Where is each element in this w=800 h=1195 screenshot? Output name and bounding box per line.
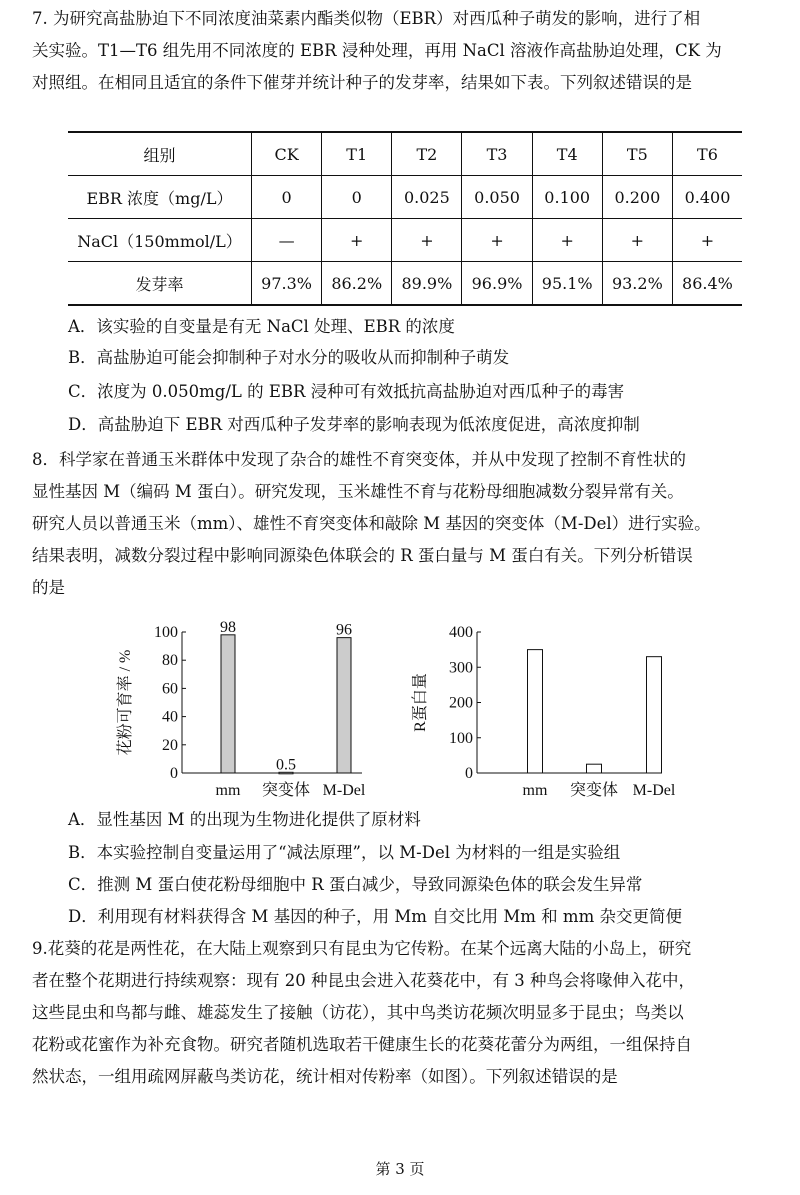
- y-tick-label: 300: [449, 659, 473, 677]
- text-line: 研究人员以普通玉米（mm）、雄性不育突变体和敲除 M 基因的突变体（M-Del）进行实验。: [32, 514, 711, 533]
- table-cell: NaCl（150mmol/L）: [68, 219, 252, 262]
- table-cell: 0.050: [462, 176, 532, 219]
- x-tick-label: mm: [522, 782, 548, 799]
- y-tick-label: 20: [162, 736, 178, 754]
- x-tick-label: mm: [215, 782, 241, 799]
- text-line: D．高盐胁迫下 EBR 对西瓜种子发芽率的影响表现为低浓度促进，高浓度抑制: [68, 415, 640, 434]
- text-line: C．推测 M 蛋白使花粉母细胞中 R 蛋白减少，导致同源染色体的联会发生异常: [68, 875, 643, 894]
- text-line: 这些昆虫和鸟都与雌、雄蕊发生了接触（访花），其中鸟类访花频次明显多于昆虫；鸟类以: [32, 1003, 684, 1022]
- text-line: D．利用现有材料获得含 M 基因的种子，用 Mm 自交比用 Mm 和 mm 杂交更简便: [68, 907, 682, 926]
- x-tick-label: 突变体: [261, 782, 311, 799]
- data-label: 98: [220, 618, 236, 636]
- text-line: 显性基因 M（编码 M 蛋白）。研究发现，玉米雄性不育与花粉母细胞减数分裂异常有关。: [32, 482, 684, 501]
- table-cell: T3: [462, 132, 532, 176]
- y-tick-label: 100: [449, 729, 473, 747]
- table-cell: 发芽率: [68, 262, 252, 306]
- table-row: [68, 262, 742, 306]
- text-line: 结果表明，减数分裂过程中影响同源染色体联会的 R 蛋白量与 M 蛋白有关。下列分析错误: [32, 546, 693, 565]
- table-cell: 89.9%: [392, 262, 462, 306]
- text-line: 者在整个花期进行持续观察：现有 20 种昆虫会进入花葵花中，有 3 种鸟会将喙伸入花中，: [32, 971, 695, 990]
- y-axis-label: 花粉可育率 / %: [117, 649, 134, 756]
- x-tick-label: M-Del: [322, 782, 366, 799]
- page-number: 第 3 页: [375, 1160, 425, 1178]
- text-line: 8．科学家在普通玉米群体中发现了杂合的雄性不育突变体，并从中发现了控制不育性状的: [32, 450, 686, 469]
- table-cell: 95.1%: [532, 262, 602, 306]
- text-line: A．显性基因 M 的出现为生物进化提供了原材料: [68, 810, 421, 829]
- table-row: [68, 219, 742, 262]
- table-cell: 0.400: [672, 176, 742, 219]
- y-tick-label: 200: [449, 694, 473, 712]
- text-line: 的是: [32, 578, 65, 597]
- x-tick-label: 突变体: [569, 782, 619, 799]
- y-tick-label: 100: [154, 624, 178, 641]
- germination-table: [68, 131, 742, 306]
- text-line: C．浓度为 0.050mg/L 的 EBR 浸种可有效抵抗高盐胁迫对西瓜种子的毒害: [68, 382, 625, 401]
- table-cell: +: [392, 219, 462, 262]
- bar: [587, 764, 602, 773]
- data-label: 96: [336, 621, 352, 639]
- table-cell: 97.3%: [252, 262, 322, 306]
- table-cell: +: [532, 219, 602, 262]
- table-cell: T4: [532, 132, 602, 176]
- table-cell: 96.9%: [462, 262, 532, 306]
- bar: [528, 650, 543, 773]
- table-cell: 组别: [68, 132, 252, 176]
- table-cell: 86.4%: [672, 262, 742, 306]
- table-cell: +: [672, 219, 742, 262]
- table-cell: +: [602, 219, 672, 262]
- y-tick-label: 0: [465, 765, 473, 782]
- y-tick-label: 40: [162, 708, 178, 726]
- table-cell: CK: [252, 132, 322, 176]
- pollen-fertility-chart: [112, 610, 430, 805]
- table-cell: —: [252, 219, 322, 262]
- table-cell: 0.200: [602, 176, 672, 219]
- text-line: 关实验。T1—T6 组先用不同浓度的 EBR 浸种处理，再用 NaCl 溶液作高盐胁迫处理，CK 为: [32, 41, 722, 60]
- table-cell: 0: [322, 176, 392, 219]
- text-line: 对照组。在相同且适宜的条件下催芽并统计种子的发芽率，结果如下表。下列叙述错误的是: [32, 73, 692, 92]
- text-line: B．高盐胁迫可能会抑制种子对水分的吸收从而抑制种子萌发: [68, 348, 510, 367]
- text-line: 花粉或花蜜作为补充食物。研究者随机选取若干健康生长的花葵花蕾分为两组，一组保持自: [32, 1035, 692, 1054]
- text-line: 9.花葵的花是两性花，在大陆上观察到只有昆虫为它传粉。在某个远离大陆的小岛上，研究: [32, 939, 692, 958]
- text-line: 7. 为研究高盐胁迫下不同浓度油菜素内酯类似物（EBR）对西瓜种子萌发的影响，进行了相: [32, 9, 701, 28]
- y-tick-label: 60: [162, 680, 178, 698]
- table-cell: T2: [392, 132, 462, 176]
- text-line: B．本实验控制自变量运用了“减法原理”，以 M-Del 为材料的一组是实验组: [68, 843, 621, 862]
- bar: [647, 657, 662, 773]
- table-cell: +: [322, 219, 392, 262]
- table-cell: T1: [322, 132, 392, 176]
- table-cell: 0.025: [392, 176, 462, 219]
- table-cell: 86.2%: [322, 262, 392, 306]
- r-protein-chart: [405, 610, 740, 805]
- table-cell: 0.100: [532, 176, 602, 219]
- y-axis-label: R蛋白量: [412, 673, 429, 732]
- text-line: A．该实验的自变量是有无 NaCl 处理、EBR 的浓度: [68, 317, 455, 336]
- table-row: [68, 132, 742, 176]
- text-line: 然状态，一组用疏网屏蔽鸟类访花，统计相对传粉率（如图）。下列叙述错误的是: [32, 1067, 618, 1086]
- table-cell: T6: [672, 132, 742, 176]
- table-cell: T5: [602, 132, 672, 176]
- table-cell: EBR 浓度（mg/L）: [68, 176, 252, 219]
- table-cell: 93.2%: [602, 262, 672, 306]
- bar: [221, 635, 235, 773]
- y-tick-label: 80: [162, 652, 178, 670]
- table-cell: 0: [252, 176, 322, 219]
- y-tick-label: 400: [449, 624, 473, 641]
- bar: [337, 638, 351, 773]
- table-cell: +: [462, 219, 532, 262]
- data-label: 0.5: [276, 756, 296, 774]
- table-row: [68, 176, 742, 219]
- x-tick-label: M-Del: [632, 782, 676, 799]
- y-tick-label: 0: [170, 765, 178, 782]
